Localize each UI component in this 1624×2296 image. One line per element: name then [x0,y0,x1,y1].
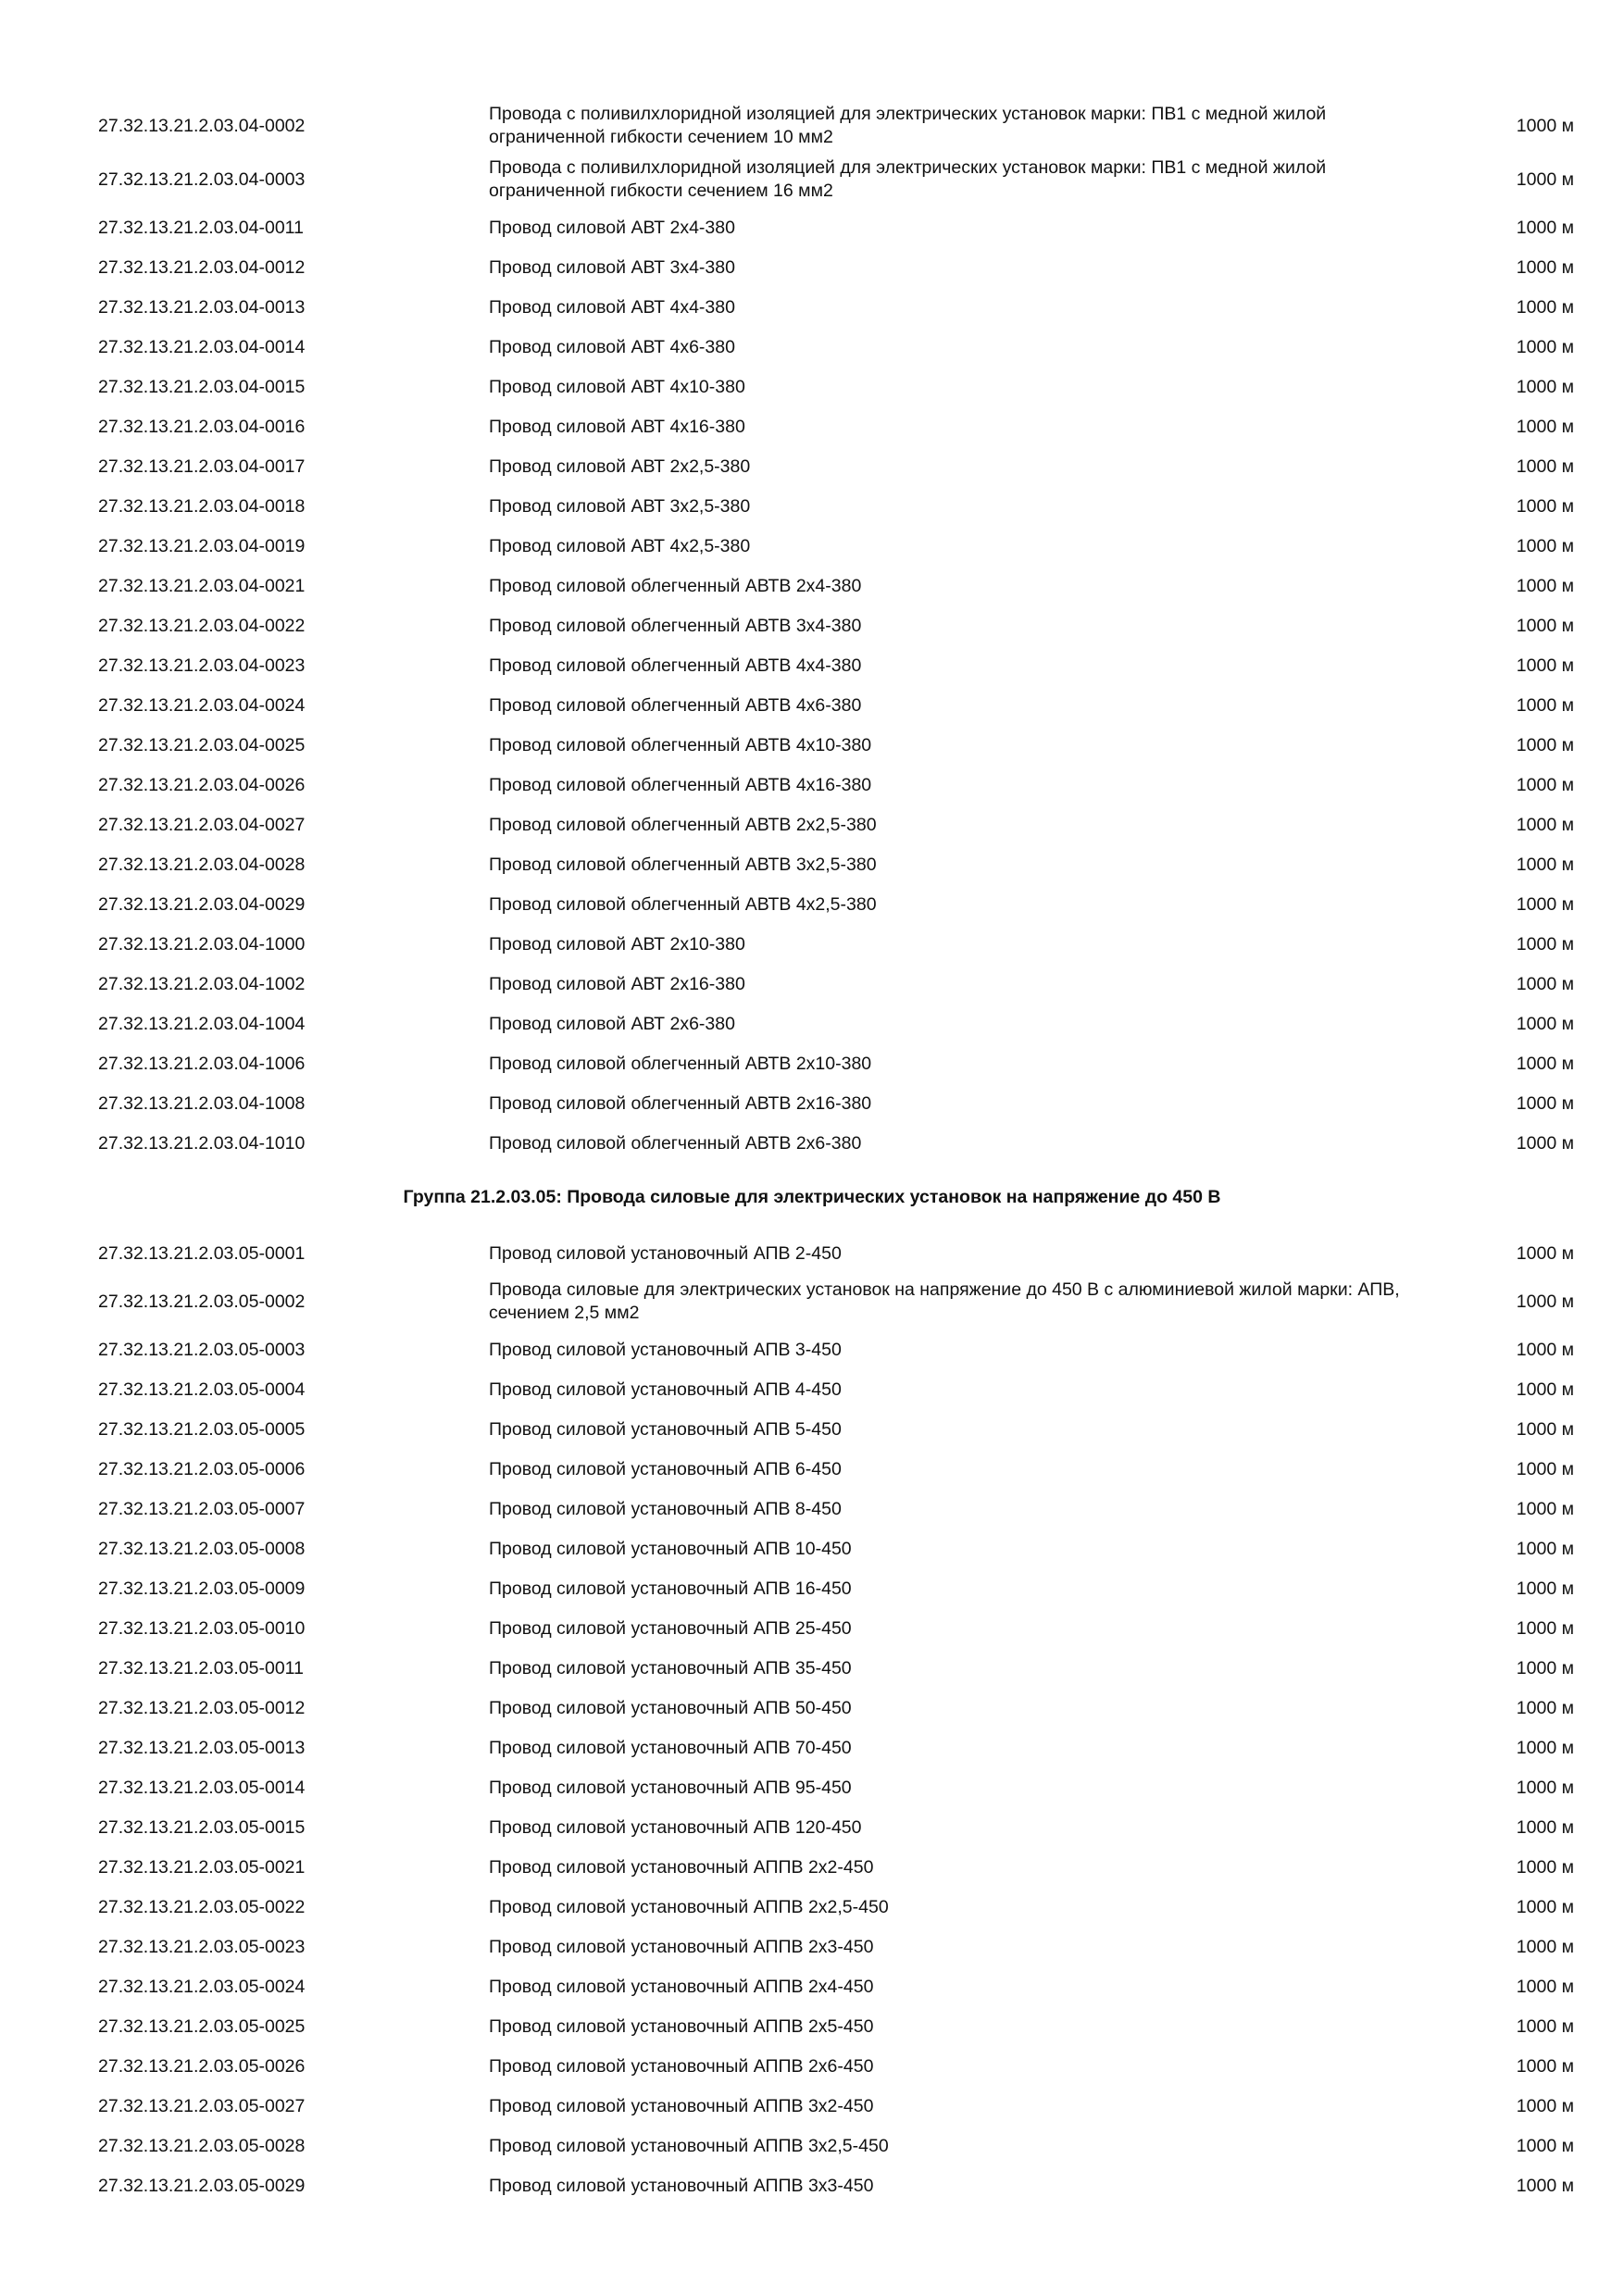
resource-code: 27.32.13.21.2.03.05-0012 [98,1697,306,1718]
resource-name: Провод силовой АВТ 4х16-380 [489,416,745,437]
table-row [0,1013,1624,1036]
resource-code: 27.32.13.21.2.03.05-0013 [98,1737,306,1758]
resource-name: Провод силовой установочный АПВ 95-450 [489,1777,852,1798]
unit-of-measure: 1000 м [1516,336,1574,357]
resource-name: Провод силовой АВТ 2х6-380 [489,1013,735,1034]
unit-of-measure: 1000 м [1516,495,1574,517]
resource-name: Провод силовой установочный АПВ 120-450 [489,1816,862,1838]
resource-name: Провод силовой установочный АПВ 25-450 [489,1617,852,1639]
unit-of-measure: 1000 м [1516,1242,1574,1264]
unit-of-measure: 1000 м [1516,1379,1574,1400]
unit-of-measure: 1000 м [1516,2055,1574,2077]
resource-name: Провод силовой установочный АПВ 3-450 [489,1339,842,1360]
table-row [0,416,1624,439]
unit-of-measure: 1000 м [1516,1418,1574,1440]
unit-of-measure: 1000 м [1516,416,1574,437]
resource-name: Провода с поливилхлоридной изоляцией для электрических установок марки: ПВ1 с медной жилой ограниченной гибкости сечением 10 мм2 [489,104,1327,147]
unit-of-measure: 1000 м [1516,455,1574,477]
table-row [0,455,1624,479]
table-row [0,655,1624,678]
resource-name: Провод силовой установочный АПВ 35-450 [489,1657,852,1678]
resource-name: Провод силовой облегченный АВТВ 2х16-380 [489,1092,872,1114]
unit-of-measure: 1000 м [1516,1291,1574,1312]
resource-name: Провод силовой установочный АППВ 2х2-450 [489,1856,874,1878]
table-row [0,1053,1624,1076]
table-row [0,814,1624,837]
resource-name: Провод силовой АВТ 3х2,5-380 [489,495,751,517]
resource-code: 27.32.13.21.2.03.04-0024 [98,694,306,716]
resource-name: Провод силовой облегченный АВТВ 3х2,5-380 [489,854,877,875]
table-row [0,734,1624,757]
table-row [0,1242,1624,1266]
unit-of-measure: 1000 м [1516,734,1574,755]
unit-of-measure: 1000 м [1516,296,1574,318]
resource-name: Провод силовой установочный АППВ 3х2,5-450 [489,2135,889,2156]
resource-code: 27.32.13.21.2.03.04-0028 [98,854,306,875]
resource-name: Провод силовой установочный АПВ 6-450 [489,1458,842,1479]
unit-of-measure: 1000 м [1516,774,1574,795]
table-row [0,495,1624,518]
table-row [0,1418,1624,1441]
resource-name: Провод силовой установочный АППВ 2х2,5-450 [489,1896,889,1917]
table-row [0,1578,1624,1601]
resource-name: Провод силовой установочный АППВ 2х5-450 [489,2015,874,2037]
unit-of-measure: 1000 м [1516,1856,1574,1878]
table-row [0,336,1624,359]
resource-name: Провод силовой АВТ 4х10-380 [489,376,745,397]
unit-of-measure: 1000 м [1516,973,1574,994]
unit-of-measure: 1000 м [1516,1053,1574,1074]
resource-code: 27.32.13.21.2.03.04-1008 [98,1092,306,1114]
resource-name: Провод силовой установочный АППВ 2х4-450 [489,1976,874,1997]
table-row [0,1498,1624,1521]
unit-of-measure: 1000 м [1516,535,1574,556]
resource-code: 27.32.13.21.2.03.05-0001 [98,1242,306,1264]
resource-code: 27.32.13.21.2.03.04-0029 [98,893,306,915]
unit-of-measure: 1000 м [1516,1132,1574,1154]
table-row [0,256,1624,280]
table-row [0,1339,1624,1362]
resource-code: 27.32.13.21.2.03.04-0002 [98,115,306,136]
table-row [0,2015,1624,2039]
resource-name: Провода с поливилхлоридной изоляцией для электрических установок марки: ПВ1 с медной жилой ограниченной гибкости сечением 16 мм2 [489,157,1327,201]
resource-code: 27.32.13.21.2.03.05-0021 [98,1856,306,1878]
table-row [0,774,1624,797]
resource-code: 27.32.13.21.2.03.05-0007 [98,1498,306,1519]
resource-name: Провод силовой установочный АПВ 5-450 [489,1418,842,1440]
resource-code: 27.32.13.21.2.03.04-1002 [98,973,306,994]
table-row [0,156,1624,203]
unit-of-measure: 1000 м [1516,256,1574,278]
resource-code: 27.32.13.21.2.03.04-1000 [98,933,306,955]
table-row [0,1657,1624,1680]
table-row [0,535,1624,558]
table-row [0,103,1624,149]
table-row [0,2175,1624,2198]
resource-name: Провод силовой АВТ 3х4-380 [489,256,735,278]
unit-of-measure: 1000 м [1516,575,1574,596]
resource-code: 27.32.13.21.2.03.05-0004 [98,1379,306,1400]
resource-code: 27.32.13.21.2.03.04-0019 [98,535,306,556]
unit-of-measure: 1000 м [1516,2015,1574,2037]
unit-of-measure: 1000 м [1516,1538,1574,1559]
table-row [0,296,1624,319]
resource-name: Провод силовой облегченный АВТВ 4х4-380 [489,655,862,676]
resource-code: 27.32.13.21.2.03.04-0016 [98,416,306,437]
resource-name: Провод силовой облегченный АВТВ 3х4-380 [489,615,862,636]
resource-code: 27.32.13.21.2.03.04-0027 [98,814,306,835]
resource-code: 27.32.13.21.2.03.04-0011 [98,217,304,238]
table-row [0,376,1624,399]
unit-of-measure: 1000 м [1516,1013,1574,1034]
resource-code: 27.32.13.21.2.03.04-0018 [98,495,306,517]
resource-name: Провод силовой облегченный АВТВ 4х16-380 [489,774,872,795]
resource-code: 27.32.13.21.2.03.05-0006 [98,1458,306,1479]
resource-code: 27.32.13.21.2.03.05-0027 [98,2095,306,2116]
table-row [0,1697,1624,1720]
resource-name: Провод силовой установочный АППВ 3х3-450 [489,2175,874,2196]
resource-name: Провод силовой облегченный АВТВ 4х10-380 [489,734,872,755]
resource-name: Провод силовой АВТ 4х2,5-380 [489,535,751,556]
unit-of-measure: 1000 м [1516,615,1574,636]
unit-of-measure: 1000 м [1516,655,1574,676]
unit-of-measure: 1000 м [1516,1697,1574,1718]
resource-code: 27.32.13.21.2.03.04-0017 [98,455,306,477]
resource-code: 27.32.13.21.2.03.05-0025 [98,2015,306,2037]
table-row [0,1816,1624,1840]
resource-code: 27.32.13.21.2.03.04-0025 [98,734,306,755]
resource-code: 27.32.13.21.2.03.05-0022 [98,1896,306,1917]
table-row [0,1279,1624,1325]
resource-name: Провод силовой АВТ 4х4-380 [489,296,735,318]
unit-of-measure: 1000 м [1516,376,1574,397]
resource-code: 27.32.13.21.2.03.04-0014 [98,336,306,357]
resource-code: 27.32.13.21.2.03.05-0029 [98,2175,306,2196]
resource-name: Провод силовой облегченный АВТВ 4х6-380 [489,694,862,716]
resource-code: 27.32.13.21.2.03.05-0009 [98,1578,306,1599]
table-row [0,2055,1624,2078]
resource-name: Провод силовой облегченный АВТВ 2х6-380 [489,1132,862,1154]
unit-of-measure: 1000 м [1516,115,1574,136]
table-row [0,1379,1624,1402]
unit-of-measure: 1000 м [1516,1458,1574,1479]
table-row [0,854,1624,877]
resource-code: 27.32.13.21.2.03.04-1010 [98,1132,306,1154]
table-row [0,694,1624,718]
table-row [0,615,1624,638]
table-row [0,1856,1624,1879]
unit-of-measure: 1000 м [1516,2095,1574,2116]
resource-name: Провод силовой установочный АПВ 2-450 [489,1242,842,1264]
resource-code: 27.32.13.21.2.03.04-0015 [98,376,306,397]
resource-code: 27.32.13.21.2.03.04-0021 [98,575,306,596]
unit-of-measure: 1000 м [1516,2175,1574,2196]
unit-of-measure: 1000 м [1516,2135,1574,2156]
unit-of-measure: 1000 м [1516,1737,1574,1758]
resource-code: 27.32.13.21.2.03.05-0014 [98,1777,306,1798]
resource-code: 27.32.13.21.2.03.05-0023 [98,1936,306,1957]
resource-name: Провод силовой установочный АПВ 70-450 [489,1737,852,1758]
resource-code: 27.32.13.21.2.03.05-0008 [98,1538,306,1559]
table-row [0,1936,1624,1959]
table-row [0,1976,1624,1999]
table-row [0,933,1624,956]
unit-of-measure: 1000 м [1516,1657,1574,1678]
resource-code: 27.32.13.21.2.03.05-0005 [98,1418,306,1440]
unit-of-measure: 1000 м [1516,1936,1574,1957]
resource-code: 27.32.13.21.2.03.04-0026 [98,774,306,795]
table-row [0,1092,1624,1116]
table-row [0,575,1624,598]
resource-name: Провод силовой АВТ 4х6-380 [489,336,735,357]
unit-of-measure: 1000 м [1516,933,1574,955]
resource-name: Провод силовой АВТ 2х4-380 [489,217,735,238]
unit-of-measure: 1000 м [1516,1578,1574,1599]
unit-of-measure: 1000 м [1516,1777,1574,1798]
resource-code: 27.32.13.21.2.03.04-0012 [98,256,306,278]
unit-of-measure: 1000 м [1516,814,1574,835]
unit-of-measure: 1000 м [1516,893,1574,915]
resource-name: Провод силовой АВТ 2х16-380 [489,973,745,994]
resource-code: 27.32.13.21.2.03.05-0003 [98,1339,306,1360]
resource-code: 27.32.13.21.2.03.05-0028 [98,2135,306,2156]
table-row [0,893,1624,917]
table-row [0,1777,1624,1800]
resource-name: Провод силовой облегченный АВТВ 2х10-380 [489,1053,872,1074]
resource-name: Провода силовые для электрических установок на напряжение до 450 В с алюминиевой жилой марки: АПВ, сечением 2,5 мм2 [489,1279,1400,1323]
resource-name: Провод силовой АВТ 2х10-380 [489,933,745,955]
resource-code: 27.32.13.21.2.03.04-0022 [98,615,306,636]
resource-name: Провод силовой АВТ 2х2,5-380 [489,455,751,477]
unit-of-measure: 1000 м [1516,1092,1574,1114]
resource-code: 27.32.13.21.2.03.05-0024 [98,1976,306,1997]
resource-name: Провод силовой установочный АПВ 8-450 [489,1498,842,1519]
unit-of-measure: 1000 м [1516,1617,1574,1639]
table-row [0,1617,1624,1641]
table-row [0,973,1624,996]
resource-name: Провод силовой установочный АПВ 16-450 [489,1578,852,1599]
resource-code: 27.32.13.21.2.03.05-0011 [98,1657,304,1678]
resource-name: Провод силовой установочный АПВ 50-450 [489,1697,852,1718]
resource-name: Провод силовой установочный АППВ 2х6-450 [489,2055,874,2077]
resource-name: Провод силовой облегченный АВТВ 2х4-380 [489,575,862,596]
table-row [0,1896,1624,1919]
resource-code: 27.32.13.21.2.03.04-0023 [98,655,306,676]
resource-name: Провод силовой облегченный АВТВ 2х2,5-380 [489,814,877,835]
resource-name: Провод силовой облегченный АВТВ 4х2,5-380 [489,893,877,915]
resource-code: 27.32.13.21.2.03.04-1006 [98,1053,306,1074]
resource-code: 27.32.13.21.2.03.05-0002 [98,1291,306,1312]
table-row [0,2095,1624,2118]
unit-of-measure: 1000 м [1516,1339,1574,1360]
group-heading: Группа 21.2.03.05: Провода силовые для электрических установок на напряжение до 450 В [403,1186,1221,1207]
unit-of-measure: 1000 м [1516,694,1574,716]
unit-of-measure: 1000 м [1516,1896,1574,1917]
table-row [0,1737,1624,1760]
unit-of-measure: 1000 м [1516,1976,1574,1997]
resource-name: Провод силовой установочный АПВ 4-450 [489,1379,842,1400]
resource-code: 27.32.13.21.2.03.05-0026 [98,2055,306,2077]
unit-of-measure: 1000 м [1516,854,1574,875]
table-row [0,217,1624,240]
resource-name: Провод силовой установочный АППВ 3х2-450 [489,2095,874,2116]
resource-code: 27.32.13.21.2.03.04-1004 [98,1013,306,1034]
table-row [0,1132,1624,1155]
table-row [0,1458,1624,1481]
resource-name: Провод силовой установочный АПВ 10-450 [489,1538,852,1559]
resource-code: 27.32.13.21.2.03.05-0010 [98,1617,306,1639]
unit-of-measure: 1000 м [1516,217,1574,238]
resource-code: 27.32.13.21.2.03.04-0003 [98,168,306,190]
resource-code: 27.32.13.21.2.03.05-0015 [98,1816,306,1838]
table-row [0,2135,1624,2158]
unit-of-measure: 1000 м [1516,168,1574,190]
unit-of-measure: 1000 м [1516,1498,1574,1519]
resource-code: 27.32.13.21.2.03.04-0013 [98,296,306,318]
table-row [0,1538,1624,1561]
unit-of-measure: 1000 м [1516,1816,1574,1838]
resource-name: Провод силовой установочный АППВ 2х3-450 [489,1936,874,1957]
